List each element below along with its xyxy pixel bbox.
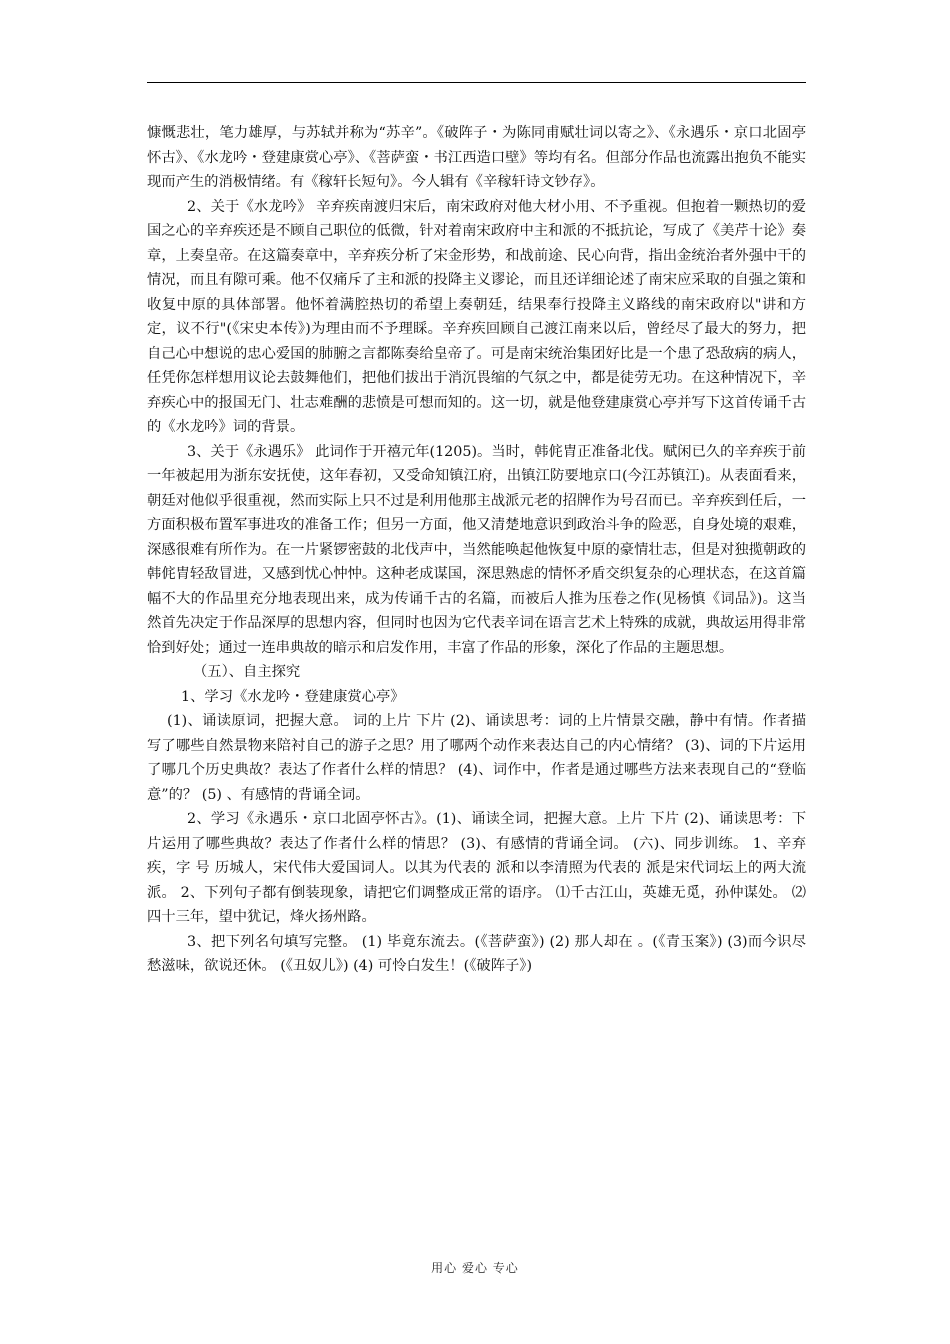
paragraph-fill-in-quotes: 3、把下列名句填写完整。 (1) 毕竟东流去。(《菩萨蛮》) (2) 那人却在 。(《青玉案》) (3)而今识尽愁滋味，欲说还休。 (《丑奴儿》) (4) 可怜白发生！(《破阵子》) bbox=[147, 933, 806, 974]
document-body bbox=[147, 121, 806, 979]
paragraph-yongyuyue-questions-and-exercises: 2、学习《永遇乐・京口北固亭怀古》。(1)、诵读全词，把握大意。上片 下片 (2)、诵读思考：下片运用了哪些典故？表达了作者什么样的情思？ (3)、有感情的背诵全词。 (六)、同步训练。 1、辛弃疾，字 号 历城人，宋代伟大爱国词人。以其为代表的 派和以李清照为代表的 派是宋代词坛上的两大流派。 2、下列句子都有倒装现象，请把它们调整成正常的语序。 ⑴千古江山，英雄无觅，孙仲谋处。 ⑵四十三年，望中犹记，烽火扬州路。 bbox=[147, 811, 806, 925]
paragraph-shuilongyin-background: 2、关于《水龙吟》 辛弃疾南渡归宋后，南宋政府对他大材小用、不予重视。但抱着一颗热切的爱国之心的辛弃疾还是不顾自己职位的低微，针对着南宋政府中主和派的不抵抗论，写成了《美芹十论》奏章，上奏皇帝。在这篇奏章中，辛弃疾分析了宋金形势，和战前途、民心向背，指出金统治者外强中干的情况，而且有隙可乘。他不仅痛斥了主和派的投降主义谬论，而且还详细论述了南宋应采取的自强之策和收复中原的具体部署。他怀着满腔热切的希望上奏朝廷，结果奉行投降主义路线的南宋政府以"讲和方定，议不行"(《宋史本传》)为理由而不予理睬。辛弃疾回顾自己渡江南来以后，曾经尽了最大的努力，把自己心中想说的忠心爱国的肺腑之言都陈奏给皇帝了。可是南宋统治集团好比是一个患了恐敌病的病人，任凭你怎样想用议论去鼓舞他们，把他们拔出于消沉畏缩的气氛之中，都是徒劳无功。在这种情况下，辛弃疾心中的报国无门、壮志难酬的悲愤是可想而知的。这一切，就是他登建康赏心亭并写下这首传诵千古的《水龙吟》词的背景。 bbox=[147, 198, 806, 435]
paragraph-author-intro-continued: 慷慨悲壮，笔力雄厚，与苏轼并称为“苏辛”。《破阵子・为陈同甫赋壮词以寄之》、《永遇乐・京口北固亭怀古》、《水龙吟・登建康赏心亭》、《菩萨蛮・书江西造口壁》等均有名。但部分作品也流露出抱负不能实现而产生的消极情绪。有《稼轩长短句》。今人辑有《辛稼轩诗文钞存》。 bbox=[147, 125, 806, 190]
section-heading-self-study: （五）、自主探究 bbox=[193, 664, 301, 680]
header-divider bbox=[147, 82, 806, 83]
subheading-study-shuilongyin: 1、学习《水龙吟・登建康赏心亭》 bbox=[181, 688, 405, 705]
paragraph-shuilongyin-questions: (1)、诵读原词，把握大意。 词的上片 下片 (2)、诵读思考：词的上片情景交融，静中有情。作者描写了哪些自然景物来陪衬自己的游子之思？用了哪两个动作来表达自己的内心情绪？ (3)、词的下片运用了哪几个历史典故？表达了作者什么样的情思？ (4)、词作中，作者是通过哪些方法来表现自己的“登临意”的？ (5) 、有感情的背诵全词。 bbox=[147, 713, 806, 803]
paragraph-yongyuyue-background: 3、关于《永遇乐》 此词作于开禧元年(1205)。当时，韩侂胄正准备北伐。赋闲已久的辛弃疾于前一年被起用为浙东安抚使，这年春初，又受命知镇江府，出镇江防要地京口(今江苏镇江)。从表面看来，朝廷对他似乎很重视，然而实际上只不过是利用他那主战派元老的招牌作为号召而已。辛弃疾到任后，一方面积极布置军事进攻的准备工作；但另一方面，他又清楚地意识到政治斗争的险恶，自身处境的艰难，深感很难有所作为。在一片紧锣密鼓的北伐声中，当然能唤起他恢复中原的豪情壮志，但是对独揽朝政的韩侂胄轻敌冒进，又感到忧心忡忡。这种老成谋国，深思熟虑的情怀矛盾交织复杂的心理状态，在这首篇幅不大的作品里充分地表现出来，成为传诵千古的名篇，而被后人推为压卷之作(见杨慎《词品》)。这当然首先决定于作品深厚的思想内容，但同时也因为它代表辛词在语言艺术上特殊的成就，典故运用得非常恰到好处；通过一连串典故的暗示和启发作用，丰富了作品的形象，深化了作品的主题思想。 bbox=[147, 443, 806, 656]
page-footer: 用心 爱心 专心 bbox=[431, 1261, 519, 1275]
